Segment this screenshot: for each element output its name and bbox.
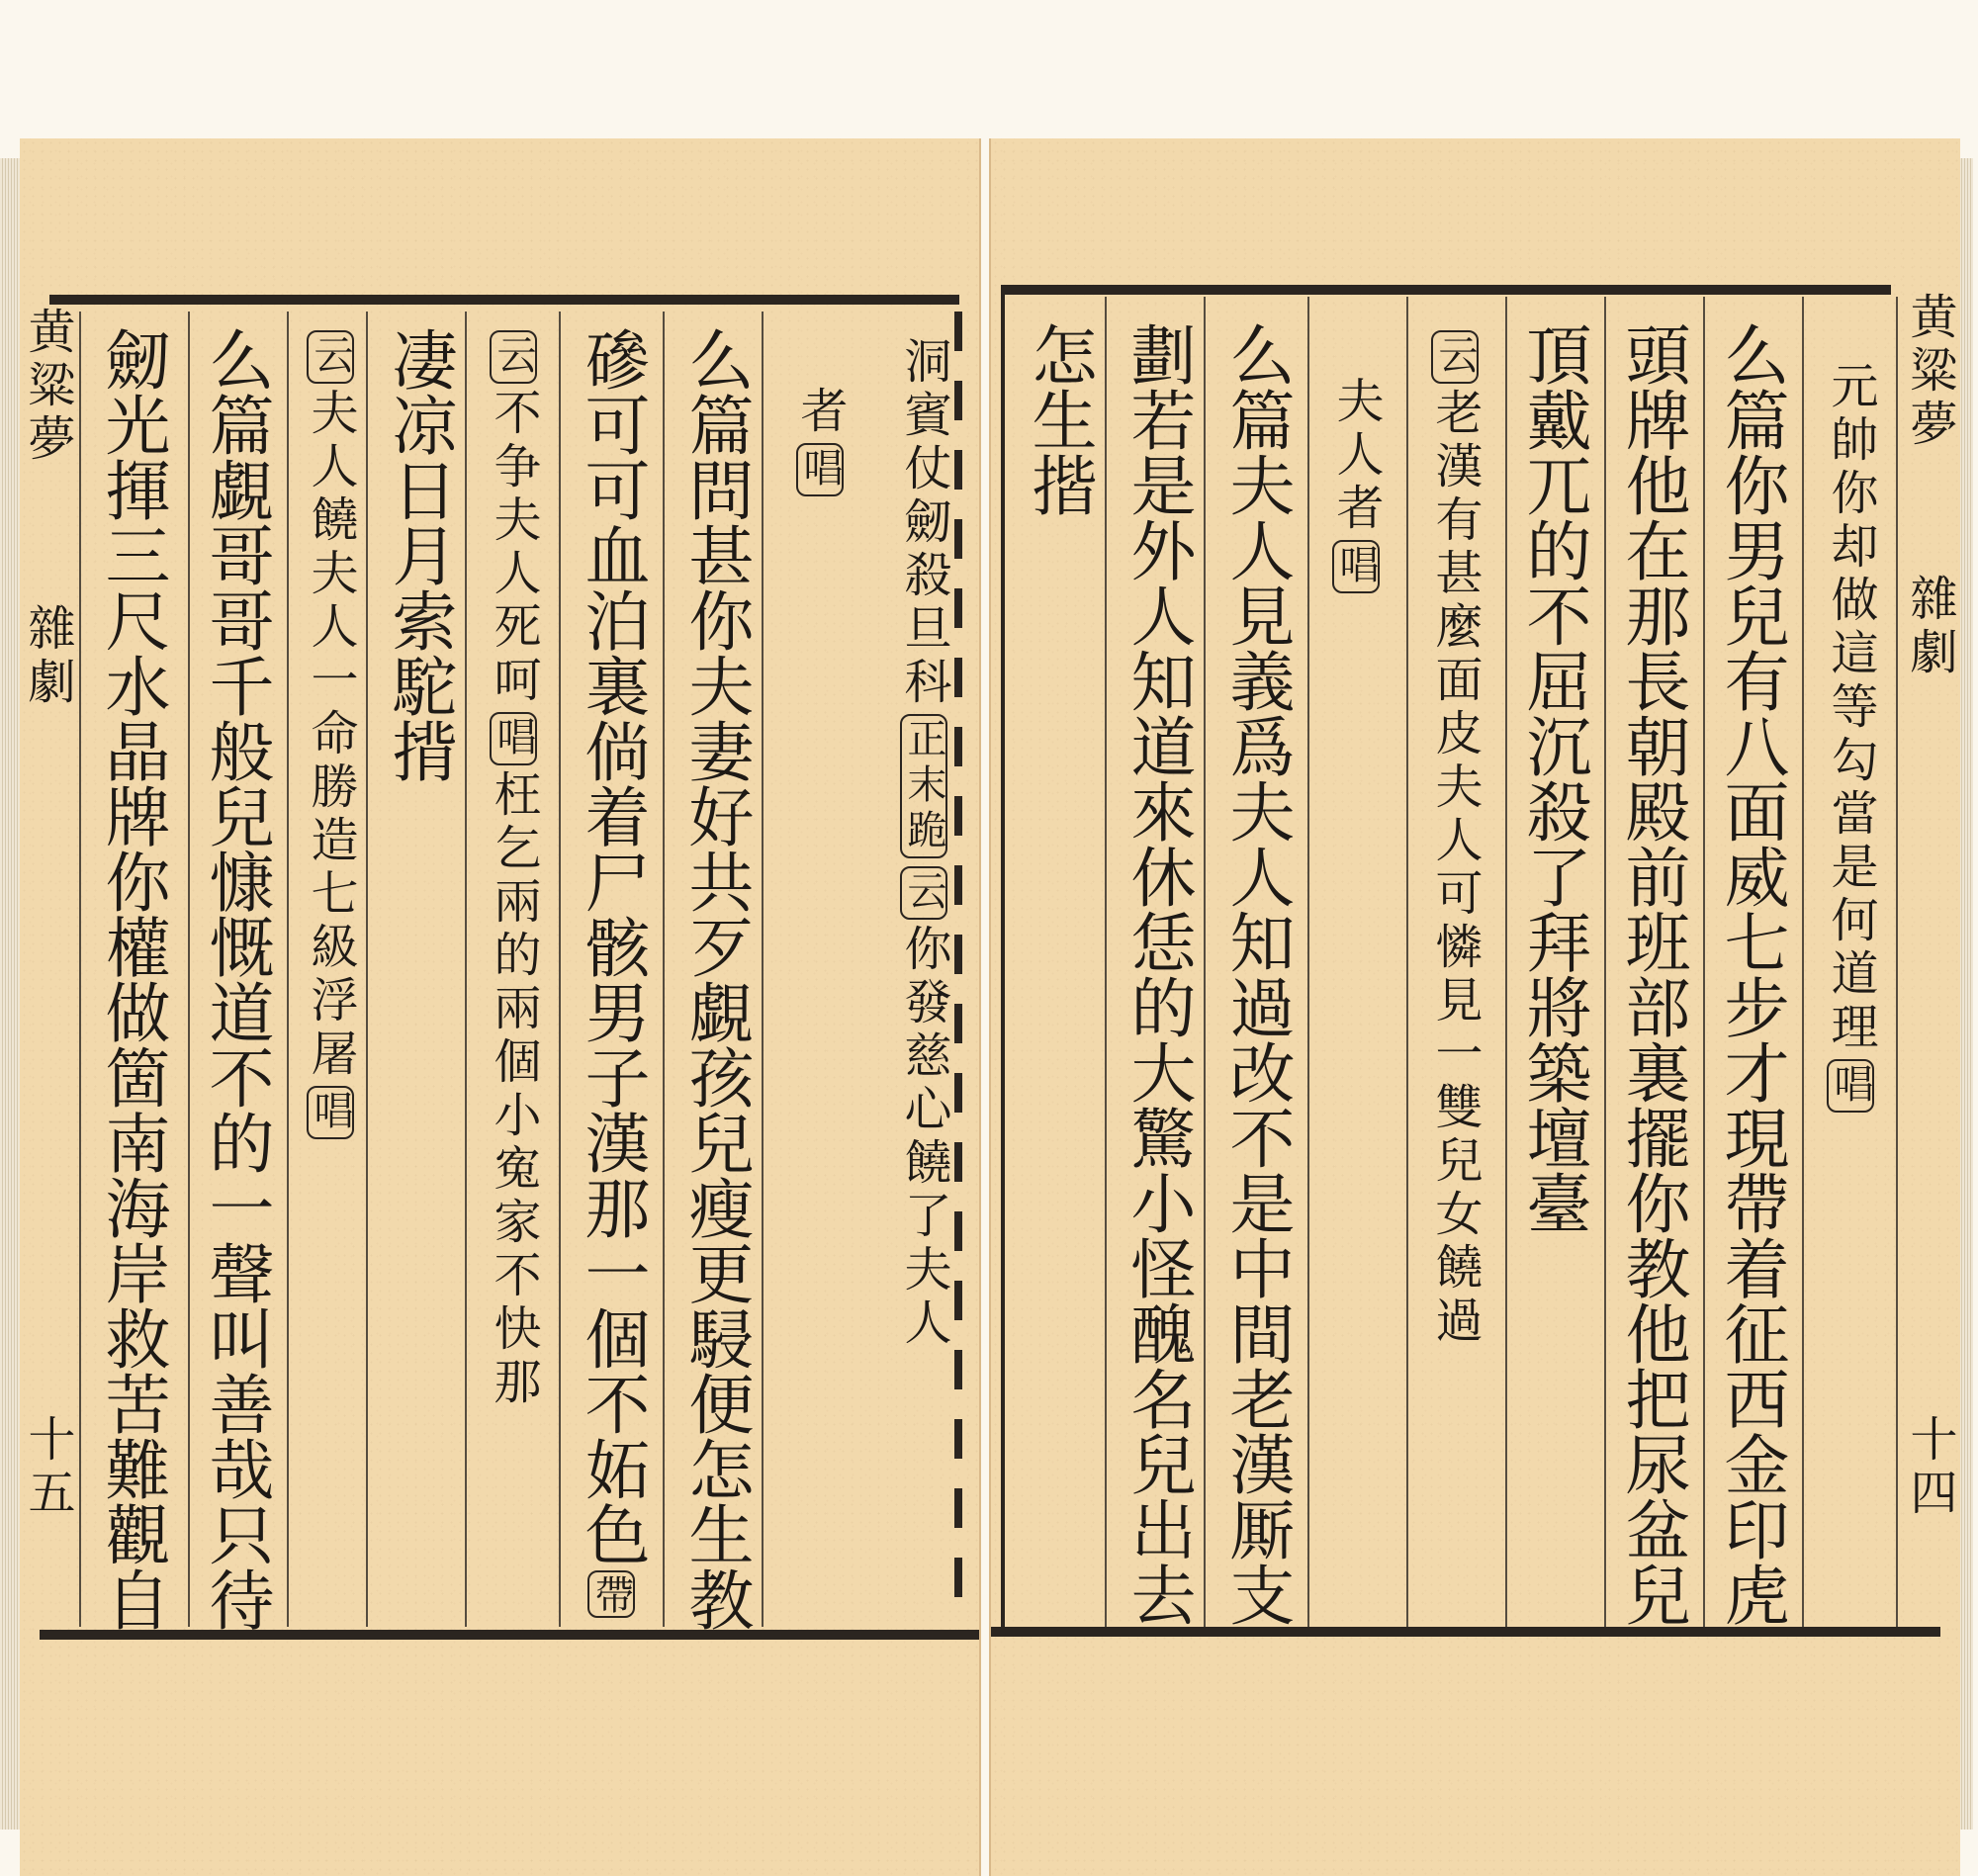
bottom-border bbox=[40, 1630, 979, 1640]
text-column: 頭牌他在那長朝殿前班部裏擺你教他把尿盆兒 bbox=[1614, 321, 1690, 1627]
left-page bbox=[20, 138, 981, 1876]
text-column: 磣可可血泊裏倘着尸骸男子漢那一個不妬色帶 bbox=[579, 326, 644, 1622]
bottom-border bbox=[991, 1627, 1940, 1637]
page-header-tag: 雜劇 bbox=[1902, 574, 1957, 680]
column-rule bbox=[559, 312, 561, 1627]
text-column: 云老漢有甚麼面皮夫人可憐見一雙兒女饒過 bbox=[1431, 326, 1479, 1349]
column-rule bbox=[1604, 297, 1606, 1627]
page-header-title: 黄粱夢 bbox=[20, 307, 75, 467]
column-rule bbox=[1896, 297, 1898, 1627]
text-column: 么篇覷哥哥千般兒慷慨道不的一聲叫善哉只待 bbox=[198, 326, 274, 1632]
text-column: 么篇問甚你夫妻好共歹覷孩兒瘦更駸便怎生教 bbox=[677, 326, 754, 1632]
column-rule bbox=[79, 312, 81, 1627]
text-column: 者唱 bbox=[796, 386, 844, 500]
column-rule bbox=[1204, 297, 1206, 1627]
text-column: 凄凉日月索駝揹 bbox=[381, 326, 457, 783]
right-page bbox=[989, 138, 1960, 1876]
column-rule bbox=[1105, 297, 1107, 1627]
text-column: 夫人者唱 bbox=[1332, 376, 1380, 597]
text-column: 怎生揩 bbox=[1021, 321, 1097, 517]
text-column: 元帥你却做這等勾當是何道理唱 bbox=[1827, 361, 1874, 1117]
text-column: 洞賓仗劒殺旦科正末跪云你發慈心饒了夫人 bbox=[896, 336, 951, 1351]
text-column: 云夫人饒夫人一命勝造七級浮屠唱 bbox=[307, 326, 354, 1143]
column-rule bbox=[663, 312, 665, 1627]
page-stack-left-edge bbox=[0, 158, 20, 1830]
column-rule bbox=[366, 312, 368, 1627]
column-rule bbox=[762, 312, 764, 1627]
column-rule bbox=[1703, 297, 1705, 1627]
text-column: 頂戴兀的不屈沉殺了拜將築壇臺 bbox=[1515, 321, 1591, 1235]
page-header-title: 黄粱夢 bbox=[1902, 292, 1957, 452]
text-column: 么篇你男兒有八面威七步才現帶着征西金印虎 bbox=[1713, 321, 1789, 1627]
folio-number: 十四 bbox=[1902, 1414, 1957, 1521]
folio-number: 十五 bbox=[20, 1414, 75, 1521]
column-rule bbox=[1802, 297, 1804, 1627]
top-border bbox=[1001, 285, 1891, 295]
text-column: 么篇夫人見義爲夫人知過改不是中間老漢厮支 bbox=[1218, 321, 1295, 1627]
fish-tail-mark bbox=[954, 312, 962, 1627]
page-header-tag: 雜劇 bbox=[20, 603, 75, 710]
column-rule bbox=[188, 312, 190, 1627]
column-rule bbox=[1406, 297, 1408, 1627]
text-column: 劒光揮三尺水晶牌你權做箇南海岸救苦難觀自 bbox=[94, 326, 170, 1632]
column-rule bbox=[1505, 297, 1507, 1627]
text-column: 劃若是外人知道來休恁的大驚小怪醜名兒出去 bbox=[1120, 321, 1196, 1627]
column-rule bbox=[287, 312, 289, 1627]
inner-border bbox=[1001, 292, 1005, 1627]
top-border bbox=[49, 295, 959, 305]
column-rule bbox=[465, 312, 467, 1627]
text-column: 云不争夫人死呵唱枉乞兩的兩個小寃家不快那 bbox=[490, 326, 537, 1410]
column-rule bbox=[1307, 297, 1309, 1627]
